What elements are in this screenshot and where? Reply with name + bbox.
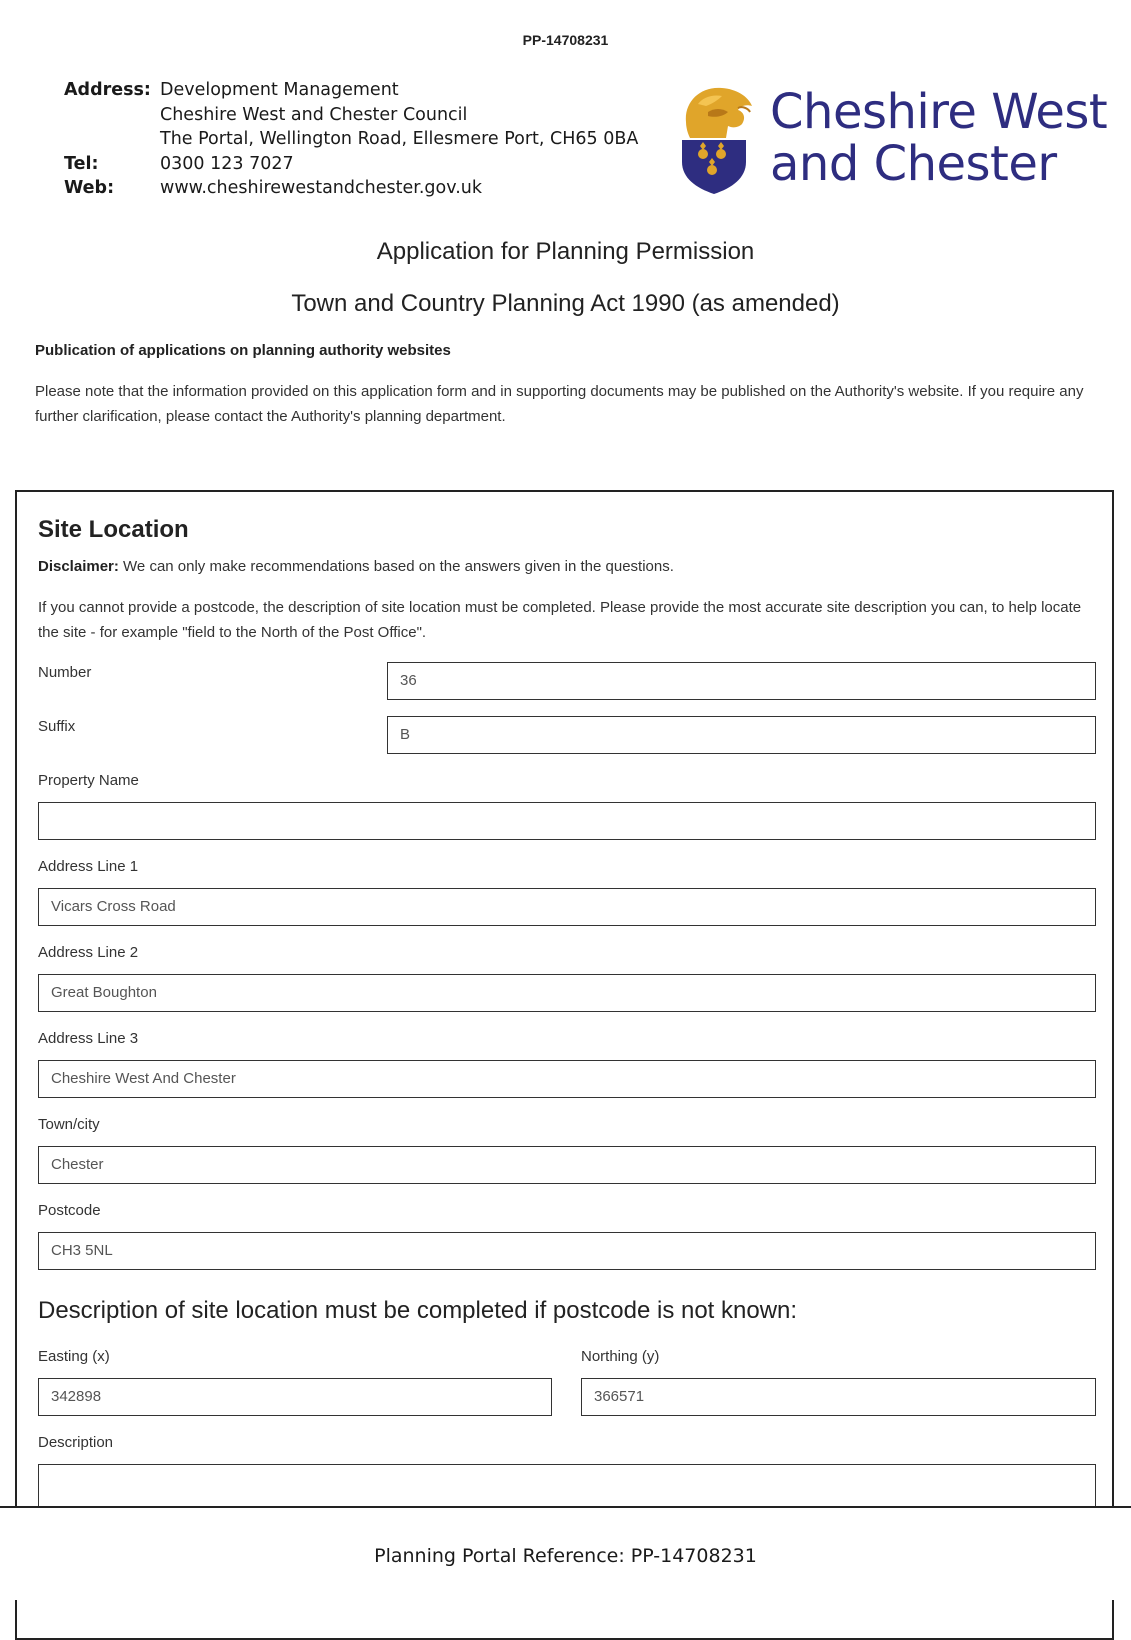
northing-field[interactable]: 366571	[581, 1378, 1096, 1416]
address-line-2-field[interactable]: Great Boughton	[38, 974, 1096, 1012]
easting-label: Easting (x)	[38, 1348, 110, 1365]
site-info-text: If you cannot provide a postcode, the description of site location must be completed. Please provide the most accurate site description you can, to help locate the site - for example "field to the North of the Post Office".	[38, 599, 1082, 641]
easting-field[interactable]: 342898	[38, 1378, 552, 1416]
council-logo	[678, 82, 1108, 196]
postcode-field[interactable]: CH3 5NL	[38, 1232, 1096, 1270]
address-line-1-label: Address Line 1	[38, 858, 139, 875]
disclaimer	[38, 558, 674, 575]
address-line-1-field[interactable]: Vicars Cross Road	[38, 888, 1096, 926]
description-heading: Description of site location must be completed if postcode is not known:	[38, 1297, 798, 1324]
town-city-label: Town/city	[38, 1116, 100, 1133]
address-label: Address:	[64, 80, 151, 100]
web-address: www.cheshirewestandchester.gov.uk	[160, 178, 482, 199]
description-label: Description	[38, 1434, 114, 1451]
reference-number: PP-14708231	[522, 32, 609, 48]
suffix-field[interactable]: B	[387, 716, 1096, 754]
address-line-2-label: Address Line 2	[38, 944, 139, 961]
address-line-3-label: Address Line 3	[38, 1030, 139, 1047]
footer-reference: Planning Portal Reference: PP-14708231	[374, 1545, 757, 1567]
disclaimer-label: Disclaimer:	[38, 558, 119, 575]
address-line: Development Management	[160, 80, 399, 100]
logo-wordmark: Cheshire West and Chester	[770, 84, 1108, 192]
address-line-3-field[interactable]: Cheshire West And Chester	[38, 1060, 1096, 1098]
property-name-label: Property Name	[38, 772, 139, 789]
postcode-label: Postcode	[38, 1202, 101, 1219]
number-label: Number	[38, 664, 92, 681]
page-title: Application for Planning Permission	[376, 238, 755, 265]
town-city-field[interactable]: Chester	[38, 1146, 1096, 1184]
address-line: Cheshire West and Chester Council	[160, 104, 468, 125]
northing-label: Northing (y)	[581, 1348, 660, 1365]
address-line: The Portal, Wellington Road, Ellesmere Port, CH65 0BA	[160, 129, 639, 150]
suffix-label: Suffix	[38, 718, 76, 735]
lion-shield-icon	[678, 82, 758, 194]
tel-label: Tel:	[64, 153, 99, 174]
disclaimer-text: We can only make recommendations based on the answers given in the questions.	[118, 558, 674, 575]
publication-text: Please note that the information provided on this application form and in supporting documents may be published on the Authority's website. If you require any further clarification, please contact the Authority's planning department.	[35, 383, 1084, 425]
tel-number: 0300 123 7027	[160, 153, 294, 174]
page-subtitle: Town and Country Planning Act 1990 (as amended)	[291, 290, 840, 317]
number-field[interactable]: 36	[387, 662, 1096, 700]
publication-heading: Publication of applications on planning authority websites	[35, 342, 451, 359]
web-label: Web:	[64, 178, 115, 199]
site-location-section	[15, 490, 1114, 1640]
property-name-field[interactable]	[38, 802, 1096, 840]
contact-block	[64, 78, 638, 201]
section-title: Site Location	[38, 516, 189, 543]
